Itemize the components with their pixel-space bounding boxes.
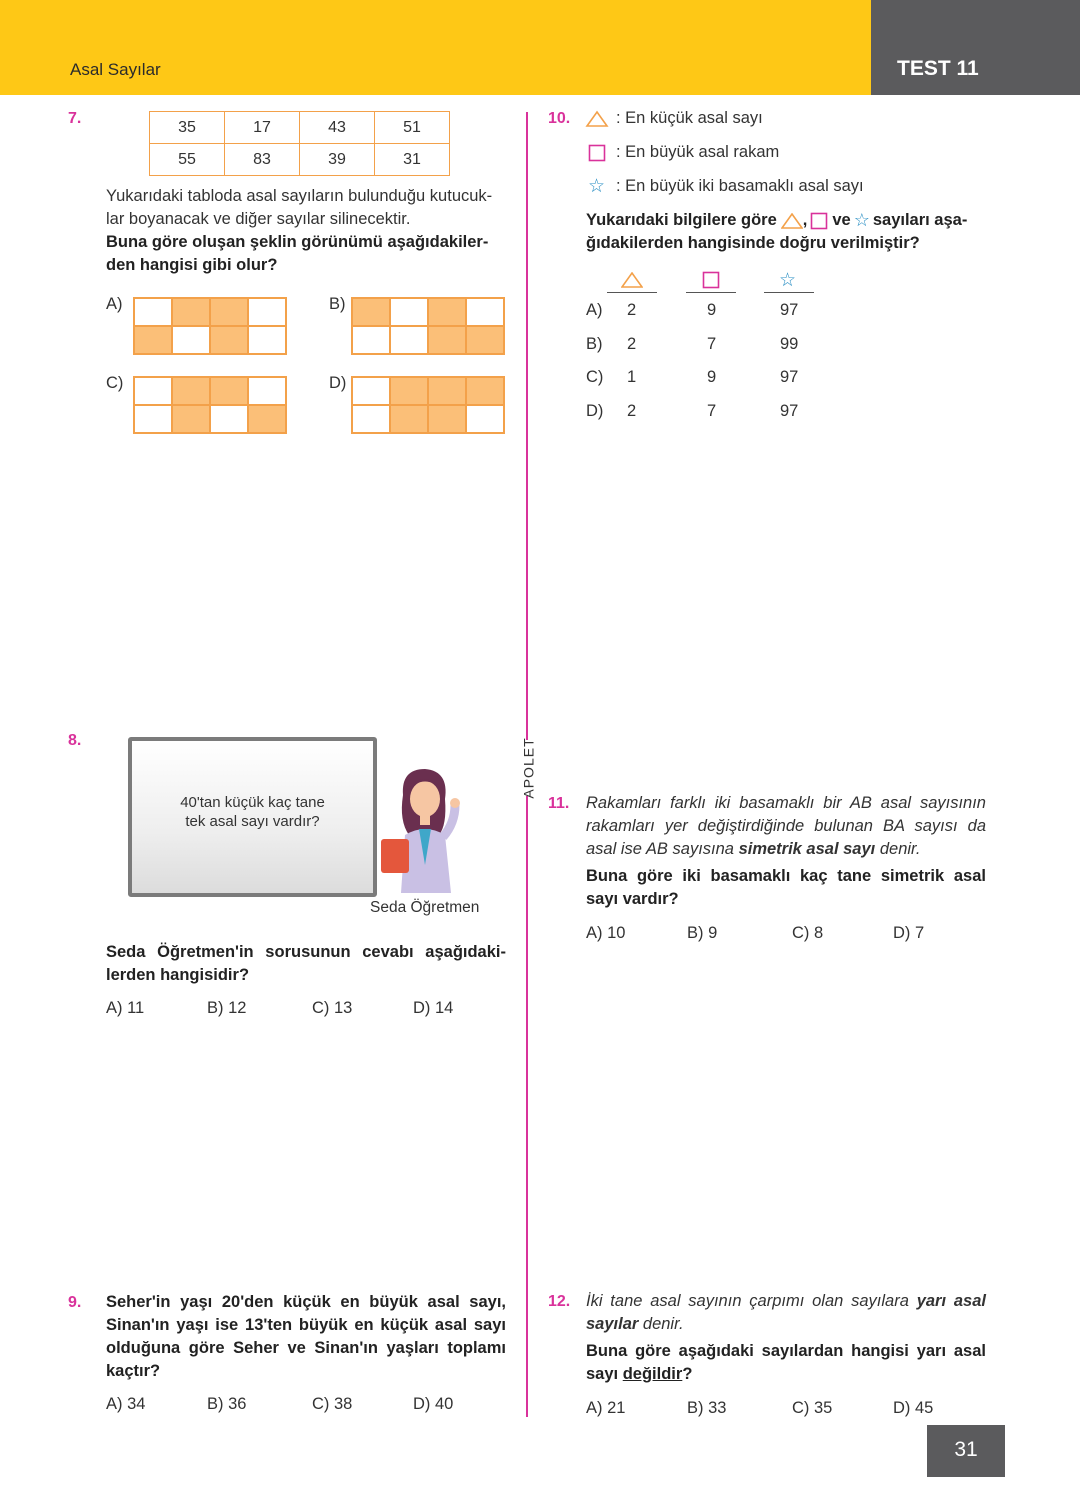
q9-option-d[interactable]: D) 40 [413, 1395, 454, 1413]
grid-cell [466, 326, 504, 354]
q7-line: lar boyanacak ve diğer sayılar silinecektir. [106, 210, 411, 228]
q10-number: 10. [548, 110, 571, 127]
grid-cell [134, 298, 172, 326]
q10-option-b-label[interactable]: B) [586, 335, 603, 353]
grid-cell [466, 405, 504, 433]
teacher-name: Seda Öğretmen [370, 899, 480, 916]
square-icon [588, 144, 606, 162]
q11-line [586, 838, 986, 861]
q10-option-c-triangle: 1 [627, 368, 637, 386]
table-row [150, 112, 450, 144]
whiteboard-line: tek asal sayı vardır? [185, 813, 320, 830]
q10-option-d-star: 97 [780, 402, 799, 420]
q10-option-a-triangle: 2 [627, 301, 637, 319]
q8-line: Seda Öğretmen'in sorusunun cevabı aşağıdaki- [106, 943, 506, 961]
q11-term: simetrik asal sayı [738, 840, 876, 858]
grid-cell [248, 298, 286, 326]
grid-cell [390, 326, 428, 354]
column-header-star [764, 270, 814, 293]
q7-text [106, 185, 506, 277]
q12-text-part: İki tane asal sayının çarpımı olan sayılara [586, 1292, 909, 1310]
q12-emphasis: değildir [622, 1365, 683, 1383]
grid-cell [352, 405, 390, 433]
q10-text-part: Yukarıdaki bilgilere göre [586, 211, 777, 229]
q10-option-a-square: 9 [707, 301, 717, 319]
q10-text-part: sayıları aşa- [872, 211, 968, 229]
q12-option-a[interactable]: A) 21 [586, 1399, 626, 1417]
q12-number: 12. [548, 1293, 571, 1310]
q12-line [586, 1290, 986, 1313]
q7-question: den hangisi gibi olur? [106, 256, 278, 274]
square-icon [810, 212, 828, 230]
q10-option-b-square: 7 [707, 335, 717, 353]
q12-term: yarı asal [916, 1292, 986, 1310]
q10-def-square: : En büyük asal rakam [616, 143, 780, 161]
grid-cell [352, 298, 390, 326]
q11-question: Buna göre iki basamaklı kaç tane simetrik asal [586, 867, 986, 885]
q12-question [586, 1363, 986, 1386]
q9-number: 9. [68, 1294, 82, 1311]
q7-line: Yukarıdaki tabloda asal sayıların bulunduğu kutucuk- [106, 187, 493, 205]
teacher-folder [381, 839, 409, 873]
q7-option-c-label[interactable]: C) [106, 374, 124, 392]
q10-text-part: ve [832, 211, 851, 229]
q10-question [586, 209, 986, 255]
q7-number-table [149, 111, 450, 176]
q11-text-part: denir. [879, 840, 921, 858]
q12-text [586, 1290, 986, 1386]
grid-cell [390, 405, 428, 433]
q10-option-c-label[interactable]: C) [586, 368, 604, 386]
q11-line: rakamları yer değiştirdiğinde bulunan BA sayısı da [586, 817, 986, 835]
q7-option-c-grid[interactable] [133, 376, 287, 434]
table-row [150, 144, 450, 176]
grid-cell [428, 405, 466, 433]
header-bar [0, 0, 871, 95]
grid-cell [210, 405, 248, 433]
grid-cell [134, 326, 172, 354]
q10-def-star: : En büyük iki basamaklı asal sayı [616, 177, 864, 195]
q10-option-b-star: 99 [780, 335, 799, 353]
teacher-illustration [375, 765, 475, 895]
grid-cell [466, 298, 504, 326]
q10-option-d-square: 7 [707, 402, 717, 420]
q10-option-d-triangle: 2 [627, 402, 637, 420]
q7-option-b-grid[interactable] [351, 297, 505, 355]
q10-option-d-label[interactable]: D) [586, 402, 604, 420]
q12-text-part: denir. [642, 1315, 684, 1333]
table-cell: 51 [375, 112, 450, 144]
grid-cell [134, 405, 172, 433]
q11-number: 11. [548, 795, 570, 812]
q11-question: sayı vardır? [586, 890, 679, 908]
q10-text-part: , [802, 211, 808, 229]
q10-option-c-star: 97 [780, 368, 799, 386]
table-cell: 35 [150, 112, 225, 144]
grid-cell [428, 298, 466, 326]
table-cell: 39 [300, 144, 375, 176]
column-header-triangle [607, 270, 657, 293]
table-cell: 83 [225, 144, 300, 176]
q7-option-d-label[interactable]: D) [329, 374, 347, 392]
q7-question: Buna göre oluşan şeklin görünümü aşağıdakiler- [106, 233, 489, 251]
grid-cell [134, 377, 172, 405]
q8-option-d[interactable]: D) 14 [413, 999, 454, 1017]
whiteboard-text [132, 793, 373, 831]
triangle-icon [585, 110, 609, 128]
teacher-hand [450, 798, 460, 808]
triangle-icon [781, 213, 803, 229]
q7-option-d-grid[interactable] [351, 376, 505, 434]
q12-term: sayılar [586, 1315, 639, 1333]
q11-option-a[interactable]: A) 10 [586, 924, 626, 942]
grid-cell [390, 377, 428, 405]
q10-def-triangle: : En küçük asal sayı [616, 109, 763, 127]
grid-cell [210, 298, 248, 326]
table-cell: 55 [150, 144, 225, 176]
q8-question [106, 941, 506, 987]
q11-option-c[interactable]: C) 8 [792, 924, 824, 942]
q12-text-part: sayı [586, 1365, 619, 1383]
divider-label-box [512, 737, 544, 799]
grid-cell [210, 377, 248, 405]
q9-line: olduğuna göre Seher ve Sinan'ın yaşları toplamı [106, 1339, 506, 1357]
q12-line [586, 1313, 986, 1336]
q12-option-c[interactable]: C) 35 [792, 1399, 833, 1417]
q7-option-b-label[interactable]: B) [329, 295, 346, 313]
q12-question: Buna göre aşağıdaki sayılardan hangisi yarı asal [586, 1342, 986, 1360]
q10-option-a-label[interactable]: A) [586, 301, 603, 319]
table-cell: 17 [225, 112, 300, 144]
q9-option-a[interactable]: A) 34 [106, 1395, 146, 1413]
q10-question-line: ğıdakilerden hangisinde doğru verilmiştir? [586, 234, 920, 252]
q11-option-d[interactable]: D) 7 [893, 924, 925, 942]
whiteboard-line: 40'tan küçük kaç tane [180, 794, 325, 811]
q9-option-b[interactable]: B) 36 [207, 1395, 247, 1413]
grid-cell [248, 326, 286, 354]
grid-cell [466, 377, 504, 405]
q8-option-b[interactable]: B) 12 [207, 999, 247, 1017]
q8-line: lerden hangisidir? [106, 966, 250, 984]
grid-cell [248, 405, 286, 433]
page-number: 31 [927, 1425, 1005, 1477]
q9-line: Seher'in yaşı 20'den küçük en büyük asal sayı, [106, 1293, 506, 1311]
q8-option-c[interactable]: C) 13 [312, 999, 353, 1017]
q7-number: 7. [68, 110, 82, 127]
grid-cell [428, 326, 466, 354]
header-title: Asal Sayılar [70, 60, 161, 79]
square-icon [702, 271, 720, 289]
grid-cell [352, 377, 390, 405]
grid-cell [172, 377, 210, 405]
triangle-icon [621, 272, 643, 288]
teacher-neck [420, 815, 430, 825]
q7-option-a-label[interactable]: A) [106, 295, 123, 313]
grid-cell [210, 326, 248, 354]
star-icon: ☆ [853, 210, 870, 230]
q11-option-b[interactable]: B) 9 [687, 924, 718, 942]
q10-question-line [586, 209, 986, 232]
table-cell: 31 [375, 144, 450, 176]
q7-option-a-grid[interactable] [133, 297, 287, 355]
grid-cell [172, 326, 210, 354]
q10-option-b-triangle: 2 [627, 335, 637, 353]
q9-line: kaçtır? [106, 1362, 161, 1380]
q10-option-c-square: 9 [707, 368, 717, 386]
whiteboard [128, 737, 377, 897]
star-icon: ☆ [779, 270, 797, 291]
grid-cell [390, 298, 428, 326]
q11-text [586, 792, 986, 911]
divider-label: APOLET [520, 737, 537, 799]
q11-text-part: asal ise AB sayısına [586, 840, 734, 858]
q12-text-part: ? [682, 1365, 693, 1383]
q10-option-a-star: 97 [780, 301, 799, 319]
grid-cell [248, 377, 286, 405]
q8-option-a[interactable]: A) 11 [106, 999, 145, 1017]
star-icon: ☆ [588, 176, 606, 197]
q12-option-d[interactable]: D) 45 [893, 1399, 934, 1417]
q11-line: Rakamları farklı iki basamaklı bir AB asal sayısının [586, 794, 986, 812]
header-test-label: TEST 11 [897, 57, 979, 80]
q9-question [106, 1291, 506, 1383]
q9-option-c[interactable]: C) 38 [312, 1395, 353, 1413]
q12-option-b[interactable]: B) 33 [687, 1399, 727, 1417]
grid-cell [428, 377, 466, 405]
q8-number: 8. [68, 732, 82, 749]
q9-line: Sinan'ın yaşı ise 13'ten büyük en küçük asal sayı [106, 1316, 506, 1334]
grid-cell [172, 298, 210, 326]
teacher-face [410, 781, 440, 817]
grid-cell [352, 326, 390, 354]
column-header-square [686, 270, 736, 293]
grid-cell [172, 405, 210, 433]
table-cell: 43 [300, 112, 375, 144]
